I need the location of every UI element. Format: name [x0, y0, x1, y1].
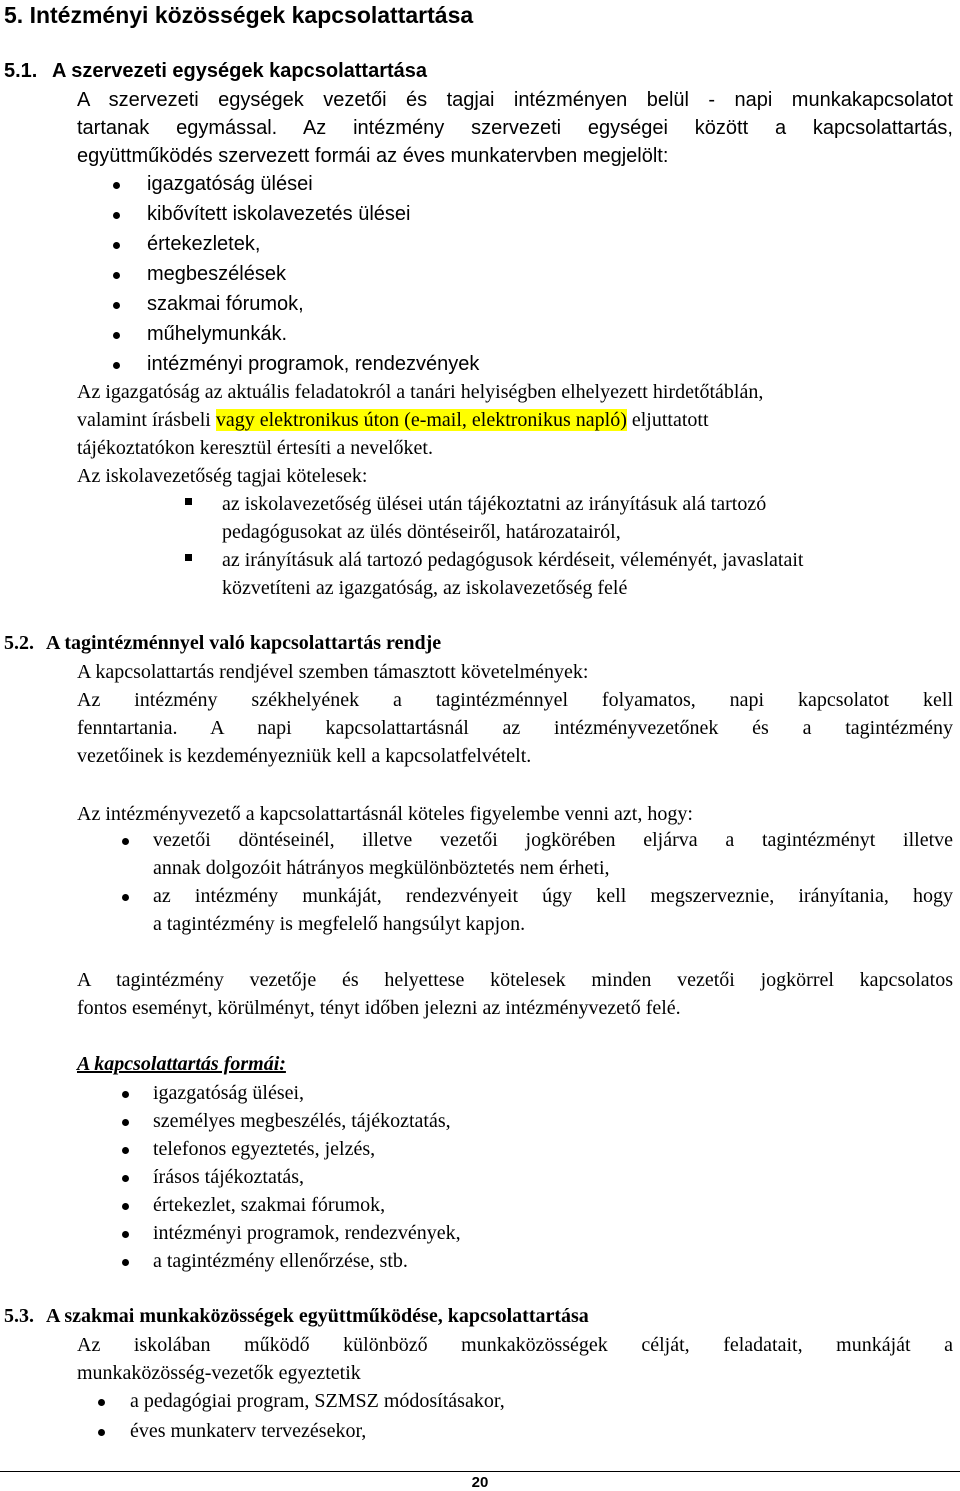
paragraph-line	[77, 408, 709, 432]
footer-divider	[0, 1471, 960, 1472]
list-item: írásos tájékoztatás,	[153, 1166, 305, 1188]
list-item: a tagintézmény ellenőrzése, stb.	[153, 1250, 408, 1272]
paragraph-line: együttműködés szervezett formái az éves munkatervben megjelölt:	[77, 145, 669, 167]
paragraph-line: Az intézmény székhelyének a tagintézménnyel folyamatos, napi kapcsolatot kell	[77, 689, 953, 711]
bullet-icon	[98, 1399, 105, 1406]
bullet-icon	[122, 1091, 129, 1098]
list-item: intézményi programok, rendezvények	[147, 353, 480, 375]
paragraph-line: A szervezeti egységek vezetői és tagjai intézményen belül - napi munkakapcsolatot	[77, 89, 953, 111]
section-number: 5.1.	[4, 60, 38, 82]
paragraph-line: A kapcsolattartás rendjével szemben támasztott követelmények:	[77, 661, 589, 683]
bullet-icon	[122, 1203, 129, 1210]
paragraph-line: vezetőinek is kezdeményezniük kell a kapcsolatfelvételt.	[77, 745, 532, 767]
paragraph-line: fontos eseményt, körülményt, tényt időben jelezni az intézményvezető felé.	[77, 997, 681, 1019]
list-item: szakmai fórumok,	[147, 293, 304, 315]
list-item: éves munkaterv tervezésekor,	[130, 1420, 367, 1442]
forms-title: A kapcsolattartás formái:	[77, 1053, 286, 1075]
list-item: az iskolavezetőség ülései után tájékoztatni az irányításuk alá tartozó	[222, 493, 767, 515]
list-item: értekezlet, szakmai fórumok,	[153, 1194, 386, 1216]
paragraph-line: Az intézményvezető a kapcsolattartásnál köteles figyelembe venni azt, hogy:	[77, 803, 693, 825]
paragraph-line: munkaközösség-vezetők egyeztetik	[77, 1362, 361, 1384]
list-item: igazgatóság ülései,	[153, 1082, 305, 1104]
list-item: kibővített iskolavezetés ülései	[147, 203, 411, 225]
list-item: megbeszélések	[147, 263, 286, 285]
list-item: telefonos egyeztetés, jelzés,	[153, 1138, 376, 1160]
bullet-icon	[122, 1259, 129, 1266]
bullet-icon	[122, 1147, 129, 1154]
square-bullet-icon	[185, 554, 192, 561]
list-item: igazgatóság ülései	[147, 173, 313, 195]
list-item: műhelymunkák.	[147, 323, 288, 345]
bullet-icon	[113, 242, 120, 249]
list-item: az intézmény munkáját, rendezvényeit úgy kell megszerveznie, irányítania, hogy	[153, 885, 953, 907]
paragraph-line: Az iskolavezetőség tagjai kötelesek:	[77, 465, 368, 487]
highlighted-text: vagy elektronikus úton (e-mail, elektronikus napló)	[215, 409, 627, 431]
page-number: 20	[471, 1474, 489, 1491]
list-item-continuation: pedagógusokat az ülés döntéseiről, határozatairól,	[222, 521, 621, 543]
bullet-icon	[113, 182, 120, 189]
bullet-icon	[122, 838, 129, 845]
section-title: A szervezeti egységek kapcsolattartása	[52, 60, 428, 82]
bullet-icon	[113, 212, 120, 219]
paragraph-line: fenntartania. A napi kapcsolattartásnál az intézményvezetőnek és a tagintézmény	[77, 717, 953, 739]
list-item: személyes megbeszélés, tájékoztatás,	[153, 1110, 451, 1132]
paragraph-line: Az iskolában működő különböző munkaközösségek célját, feladatait, munkáját a	[77, 1334, 953, 1356]
section-heading-5-3	[4, 1305, 589, 1328]
text-run: valamint írásbeli	[77, 409, 216, 431]
square-bullet-icon	[185, 498, 192, 505]
bullet-icon	[98, 1429, 105, 1436]
list-item: vezetői döntéseinél, illetve vezetői jogkörében eljárva a tagintézményt illetve	[153, 829, 953, 851]
paragraph-line: Az igazgatóság az aktuális feladatokról a tanári helyiségben elhelyezett hirdetőtáblán,	[77, 381, 764, 403]
section-heading-5-1	[4, 60, 427, 83]
bullet-icon	[122, 1119, 129, 1126]
section-title: A szakmai munkaközösségek együttműködése, kapcsolattartása	[46, 1305, 589, 1327]
paragraph-line: A tagintézmény vezetője és helyettese kötelesek minden vezetői jogkörrel kapcsolatos	[77, 969, 953, 991]
section-number: 5.3.	[4, 1305, 34, 1327]
list-item: az irányításuk alá tartozó pedagógusok kérdéseit, véleményét, javaslatait	[222, 549, 804, 571]
list-item: intézményi programok, rendezvények,	[153, 1222, 461, 1244]
paragraph-line: tájékoztatókon keresztül értesíti a nevelőket.	[77, 437, 433, 459]
bullet-icon	[113, 272, 120, 279]
chapter-heading: 5. Intézményi közösségek kapcsolattartása	[4, 2, 474, 28]
bullet-icon	[122, 1175, 129, 1182]
bullet-icon	[113, 362, 120, 369]
list-item-continuation: a tagintézmény is megfelelő hangsúlyt kapjon.	[153, 913, 526, 935]
list-item-continuation: annak dolgozóit hátrányos megkülönböztetés nem érheti,	[153, 857, 610, 879]
bullet-icon	[122, 894, 129, 901]
section-title: A tagintézménnyel való kapcsolattartás rendje	[46, 632, 442, 654]
text-run: eljuttatott	[626, 409, 709, 431]
section-number: 5.2.	[4, 632, 34, 654]
section-heading-5-2	[4, 632, 441, 655]
list-item: a pedagógiai program, SZMSZ módosításakor,	[130, 1390, 505, 1412]
list-item: értekezletek,	[147, 233, 261, 255]
paragraph-line: tartanak egymással. Az intézmény szervezeti egységei között a kapcsolattartás,	[77, 117, 953, 139]
bullet-icon	[122, 1231, 129, 1238]
bullet-icon	[113, 302, 120, 309]
list-item-continuation: közvetíteni az igazgatóság, az iskolavezetőség felé	[222, 577, 628, 599]
bullet-icon	[113, 332, 120, 339]
